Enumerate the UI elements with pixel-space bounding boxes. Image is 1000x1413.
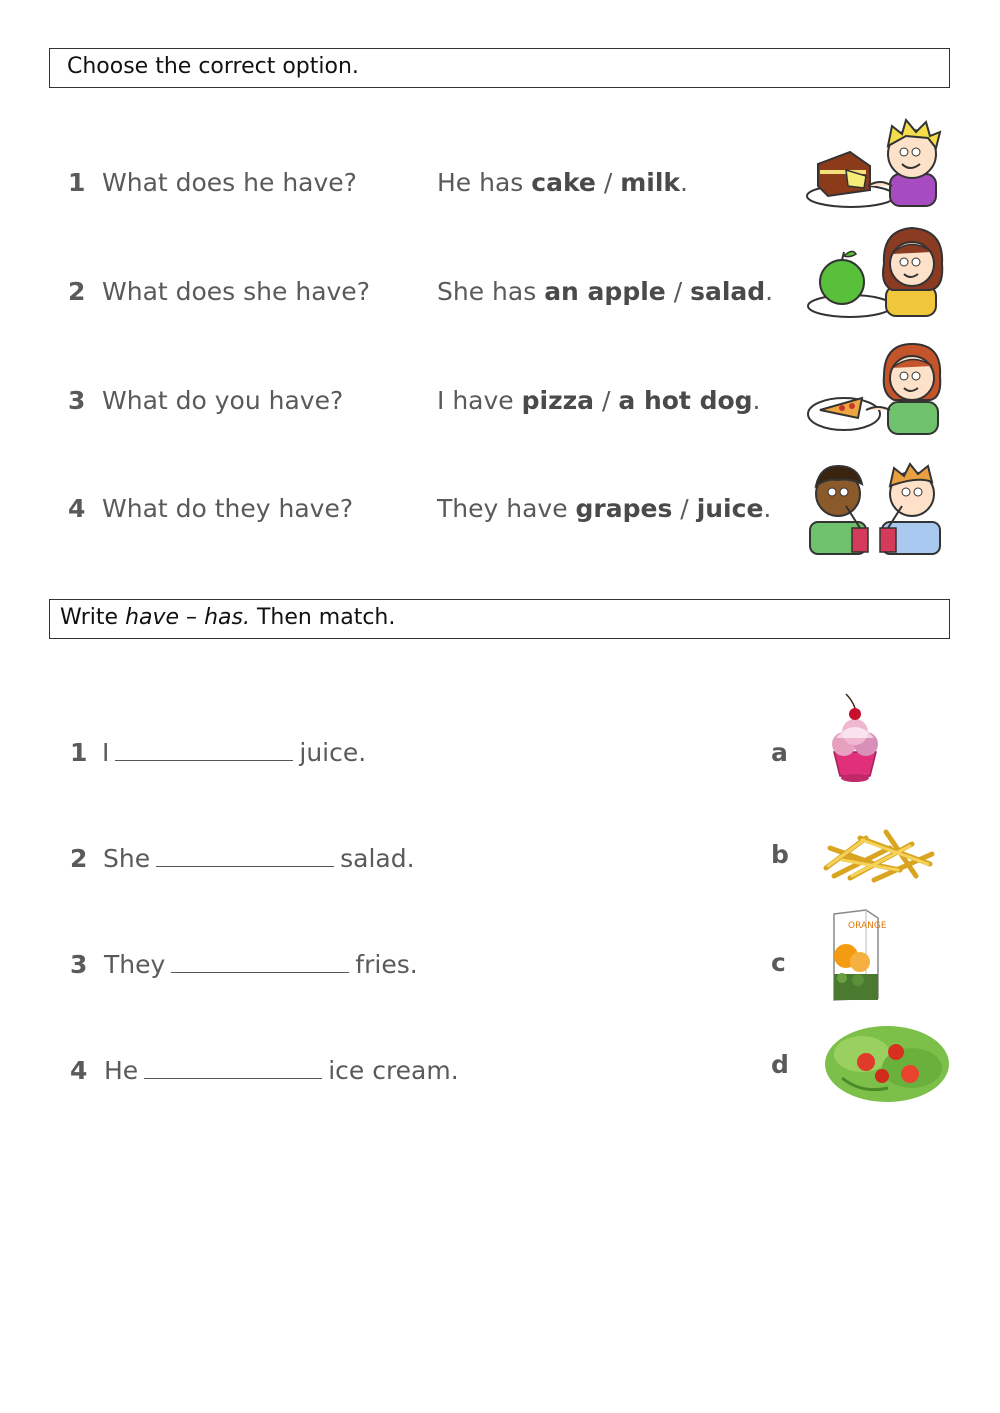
option-b[interactable]: juice	[696, 494, 764, 523]
kids-with-juice-illustration	[806, 460, 946, 558]
item-number: 4	[70, 1056, 88, 1085]
answer-blank[interactable]	[156, 845, 334, 867]
sentence: I juice.	[102, 738, 367, 767]
answer-text: He has cake / milk.	[437, 168, 688, 197]
match-letter: a	[771, 738, 788, 767]
instruction-text-1: Choose the correct option.	[67, 54, 359, 79]
girl-with-apple-illustration	[806, 224, 946, 322]
option-a[interactable]: cake	[531, 168, 596, 197]
question-text: What does she have?	[102, 277, 370, 306]
instruction-box-2	[49, 599, 950, 639]
match-letter: c	[771, 948, 786, 977]
answer-text: I have pizza / a hot dog.	[437, 386, 761, 415]
option-b[interactable]: salad	[690, 277, 766, 306]
instruction-text-2: Write have – has. Then match.	[60, 605, 396, 630]
option-b[interactable]: a hot dog	[618, 386, 753, 415]
item-number: 1	[70, 738, 88, 767]
sentence: They fries.	[104, 950, 418, 979]
item-number: 3	[68, 386, 86, 415]
item-number: 2	[70, 844, 88, 873]
carton-label: ORANGE	[848, 921, 887, 931]
ice-cream-sundae-image	[822, 692, 888, 784]
option-b[interactable]: milk	[620, 168, 681, 197]
question-text: What do you have?	[102, 386, 344, 415]
answer-text: She has an apple / salad.	[437, 277, 774, 306]
orange-juice-carton-image	[830, 906, 887, 1002]
option-a[interactable]: an apple	[544, 277, 666, 306]
match-letter: d	[771, 1050, 789, 1079]
match-letter: b	[771, 840, 789, 869]
item-number: 2	[68, 277, 86, 306]
option-a[interactable]: pizza	[521, 386, 595, 415]
girl-with-pizza-illustration	[806, 340, 946, 438]
question-text: What do they have?	[102, 494, 354, 523]
salad-image	[822, 1018, 952, 1106]
sentence: She salad.	[103, 844, 415, 873]
item-number: 4	[68, 494, 86, 523]
item-number: 1	[68, 168, 86, 197]
answer-blank[interactable]	[171, 951, 349, 973]
answer-blank[interactable]	[115, 739, 293, 761]
option-a[interactable]: grapes	[575, 494, 673, 523]
instruction-box-1	[49, 48, 950, 88]
answer-text: They have grapes / juice.	[437, 494, 772, 523]
answer-blank[interactable]	[144, 1057, 322, 1079]
sentence: He ice cream.	[104, 1056, 459, 1085]
question-text: What does he have?	[102, 168, 357, 197]
french-fries-image	[820, 818, 938, 886]
boy-with-cake-illustration	[806, 116, 946, 212]
item-number: 3	[70, 950, 88, 979]
